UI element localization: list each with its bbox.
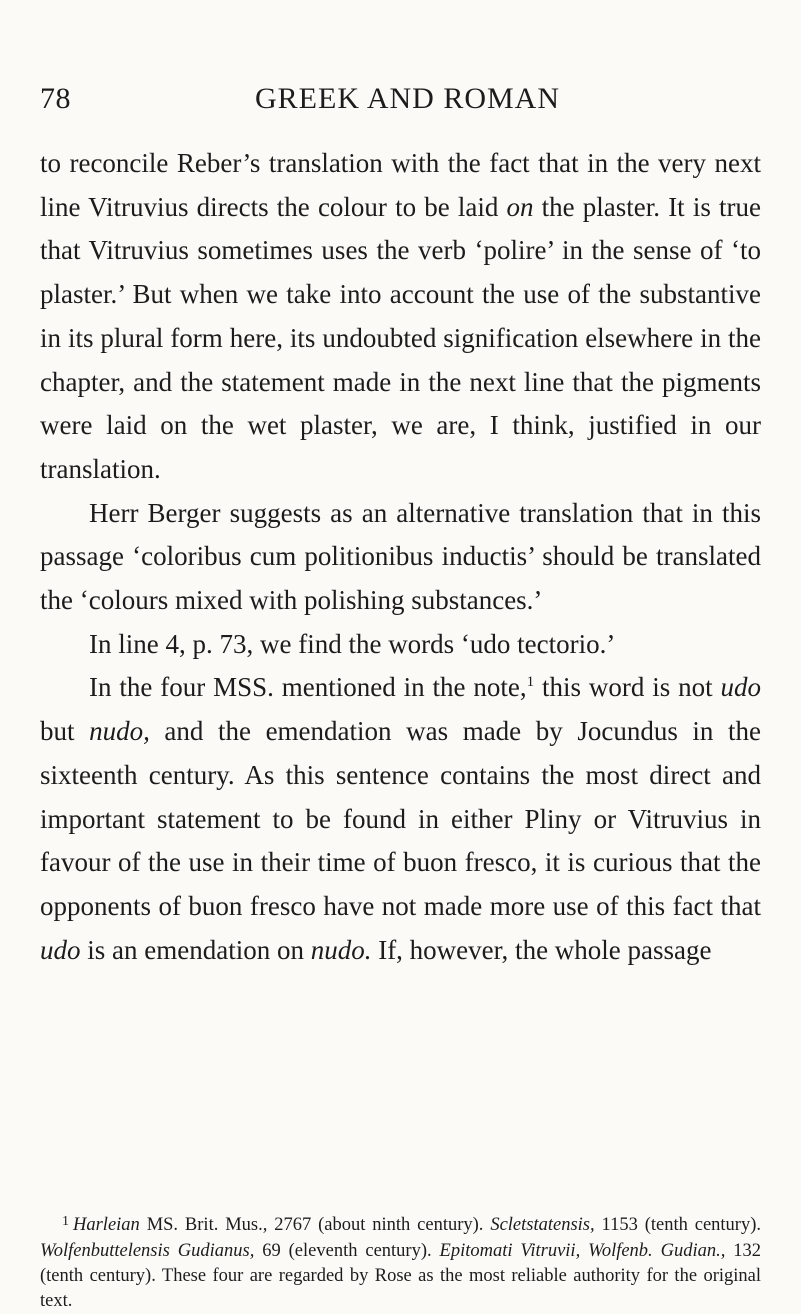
emphasis-on: on <box>506 191 534 222</box>
footnote-reference[interactable]: 1 <box>526 674 535 691</box>
body-text <box>40 142 761 972</box>
footnote-marker: 1 <box>62 1214 69 1229</box>
emphasis-udo: udo <box>720 672 761 703</box>
paragraph-3: In line 4, p. 73, we find the words ‘udo tectorio.’ <box>89 628 616 659</box>
footnotes <box>40 1213 761 1314</box>
emphasis-udo-2: udo <box>40 934 81 965</box>
page-header <box>40 82 760 122</box>
emphasis-nudo-2: nudo. <box>310 934 372 965</box>
paragraph-4: In the four MSS. mentioned in the note,$^1$ this word is not udo but nudo, and the emendation was made by Jocundus in the sixteenth century. As this sentence contains the most direct and important statement to be found in either Pliny or Vitruvius in favour of the use in their time of buon fresco, it is curious that the opponents of buon fresco have not made more use of this fact that udo is an emendation on nudo. If, however, the whole passage <box>40 672 761 965</box>
page-number: 78 <box>40 82 71 115</box>
running-head: GREEK AND ROMAN <box>255 82 561 115</box>
emphasis-nudo: nudo, <box>89 716 150 747</box>
paragraph-1: to reconcile Reber’s translation with the fact that in the very next line Vitruvius directs the colour to be laid on the plaster. It is true that Vitruvius sometimes uses the verb ‘polire’ in the sense of ‘to plaster.’ But when we take into account the use of the substantive in its plural form here, its undoubted signification elsewhere in the chapter, and the statement made in the next line that the pigments were laid on the wet plaster, we are, I think, justified in our translation. <box>40 148 761 484</box>
footnote-1: $^1$ Harleian MS. Brit. Mus., 2767 (about ninth century). Scletstatensis, 1153 (tenth century). Wolfenbuttelensis Gudianus, 69 (eleventh century). Epitomati Vitruvii, Wolfenb. Gudian., 132 (tenth century). These four are regarded by Rose as the most reliable authority for the original text. <box>40 1214 762 1311</box>
paragraph-2: Herr Berger suggests as an alternative translation that in this passage ‘coloribus cum politionibus inductis’ should be translated the ‘colours mixed with polishing substances.’ <box>40 497 761 616</box>
